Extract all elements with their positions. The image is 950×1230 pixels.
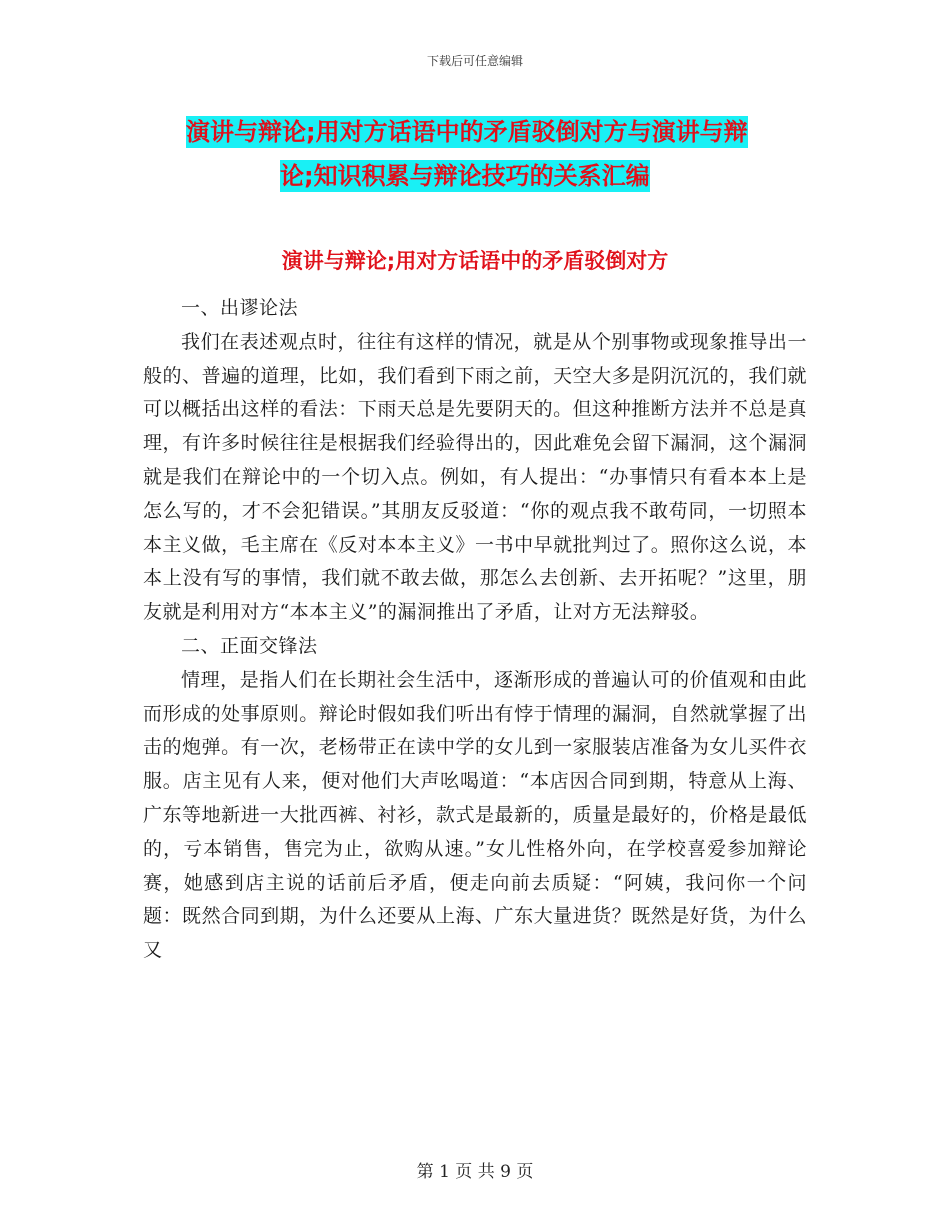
subheading-1: 一、出谬论法 xyxy=(181,297,299,319)
section-title: 演讲与辩论;用对方话语中的矛盾驳倒对方 xyxy=(281,249,669,273)
page-header: 下载后可任意编辑 xyxy=(426,54,523,68)
document-title xyxy=(150,110,830,198)
subheading-2: 二、正面交锋法 xyxy=(181,634,318,657)
page-footer: 第 1 页 共 9 页 xyxy=(416,1162,534,1182)
body-content xyxy=(143,292,807,968)
paragraph-1: 我们在表述观点时，往往有这样的情况，就是从个别事物或现象推导出一般的、普遍的道理，比如，我们看到下雨之前，天空大多是阴沉沉的，我们就可以概括出这样的看法：下雨天总是先要阴天的。但这种推断方法并不总是真理，有许多时候往往是根据我们经验得出的，因此难免会留下漏洞，这个漏洞就是我们在辩论中的一个切入点。例如，有人提出：“办事情只有看本本上是怎么写的，才不会犯错误。”其朋友反驳道：“你的观点我不敢苟同，一切照本本主义做，毛主席在《反对本本主义》一书中早就批判过了。照你这么说，本本上没有写的事情，我们就不敢去做，那怎么去创新、去开拓呢？”这里，朋友就是利用对方“本本主义”的漏洞推出了矛盾，让对方无法辩驳。 xyxy=(143,330,807,624)
title-line-2: 论;知识积累与辩论技巧的关系汇编 xyxy=(280,162,650,190)
title-line-1: 演讲与辩论;用对方话语中的矛盾驳倒对方与演讲与辩 xyxy=(186,118,748,146)
paragraph-2: 情理，是指人们在长期社会生活中，逐渐形成的普遍认可的价值观和由此而形成的处事原则。辩论时假如我们听出有悖于情理的漏洞，自然就掌握了出击的炮弹。有一次，老杨带正在读中学的女儿到一家服装店准备为女儿买件衣服。店主见有人来，便对他们大声吆喝道：“本店因合同到期，特意从上海、广东等地新进一大批西裤、衬衫，款式是最新的，质量是最好的，价格是最低的，亏本销售，售完为止，欲购从速。”女儿性格外向，在学校喜爱参加辩论赛，她感到店主说的话前后矛盾，便走向前去质疑：“阿姨，我问你一个问题：既然合同到期，为什么还要从上海、广东大量进货？既然是好货，为什么又 xyxy=(143,668,807,962)
